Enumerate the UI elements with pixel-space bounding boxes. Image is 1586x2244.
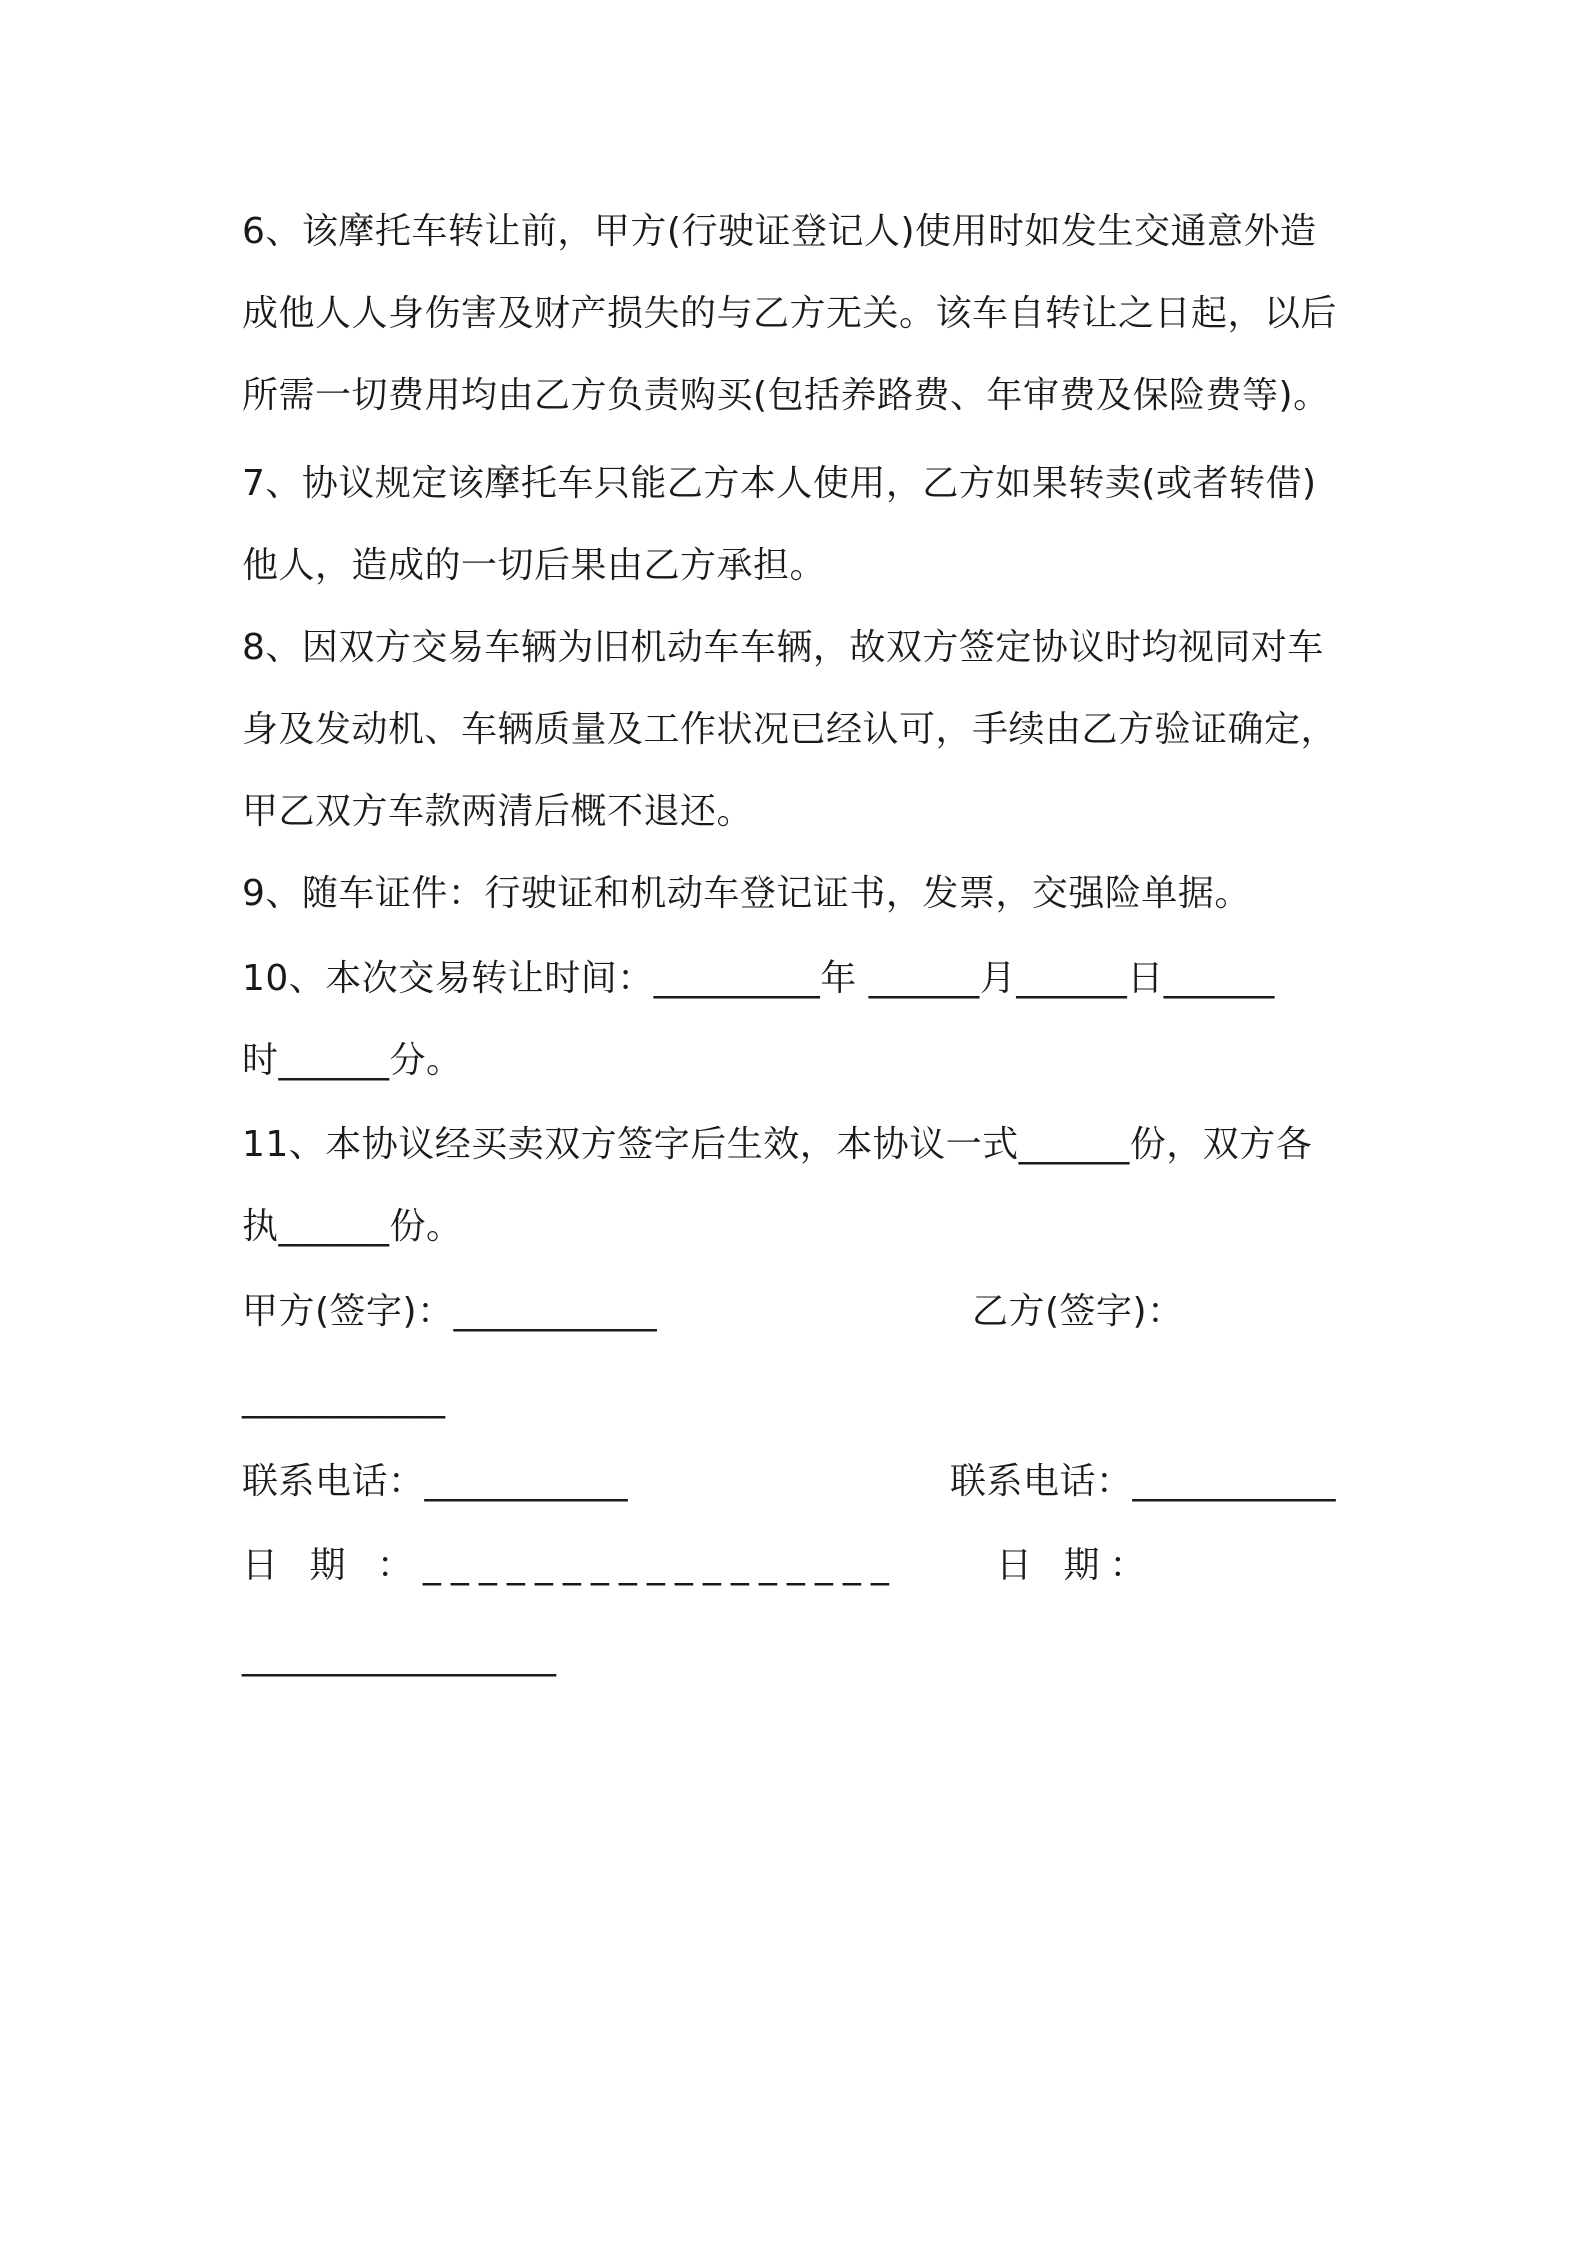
- party-b-phone: 联系电话：___________: [950, 1461, 1337, 1502]
- party-b-date-blank: _________________: [242, 1636, 557, 1677]
- clause-10-line-2: 时______分。: [242, 1040, 463, 1081]
- clause-7-line-2: 他人，造成的一切后果由乙方承担。: [242, 545, 827, 586]
- clause-11-line-2: 执______份。: [242, 1206, 463, 1247]
- clause-11-line-1: 11、本协议经买卖双方签字后生效，本协议一式______份，双方各: [242, 1124, 1313, 1165]
- party-a-date: 日 期 ：_________________: [242, 1545, 899, 1586]
- party-b-date-label: 日 期：: [996, 1545, 1156, 1586]
- party-a-signature: 甲方(签字)：___________: [242, 1291, 658, 1332]
- clause-8-line-2: 身及发动机、车辆质量及工作状况已经认可，手续由乙方验证确定，: [242, 709, 1338, 750]
- clause-9-line-1: 9、随车证件：行驶证和机动车登记证书，发票，交强险单据。: [242, 873, 1251, 914]
- clause-6-line-1: 6、该摩托车转让前，甲方(行驶证登记人)使用时如发生交通意外造: [242, 211, 1317, 252]
- clause-10-line-1: 10、本次交易转让时间：_________年 ______月______日______: [242, 958, 1275, 999]
- party-a-phone: 联系电话：___________: [242, 1461, 629, 1502]
- clause-6-line-3: 所需一切费用均由乙方负责购买(包括养路费、年审费及保险费等)。: [242, 375, 1330, 416]
- clause-8-line-3: 甲乙双方车款两清后概不退还。: [242, 791, 754, 832]
- party-b-signature-label: 乙方(签字)：: [972, 1291, 1184, 1332]
- clause-6-line-2: 成他人人身伤害及财产损失的与乙方无关。该车自转让之日起，以后: [242, 293, 1338, 334]
- party-b-signature-blank: ___________: [242, 1378, 446, 1419]
- clause-8-line-1: 8、因双方交易车辆为旧机动车车辆，故双方签定协议时均视同对车: [242, 627, 1324, 668]
- clause-7-line-1: 7、协议规定该摩托车只能乙方本人使用，乙方如果转卖(或者转借): [242, 463, 1317, 504]
